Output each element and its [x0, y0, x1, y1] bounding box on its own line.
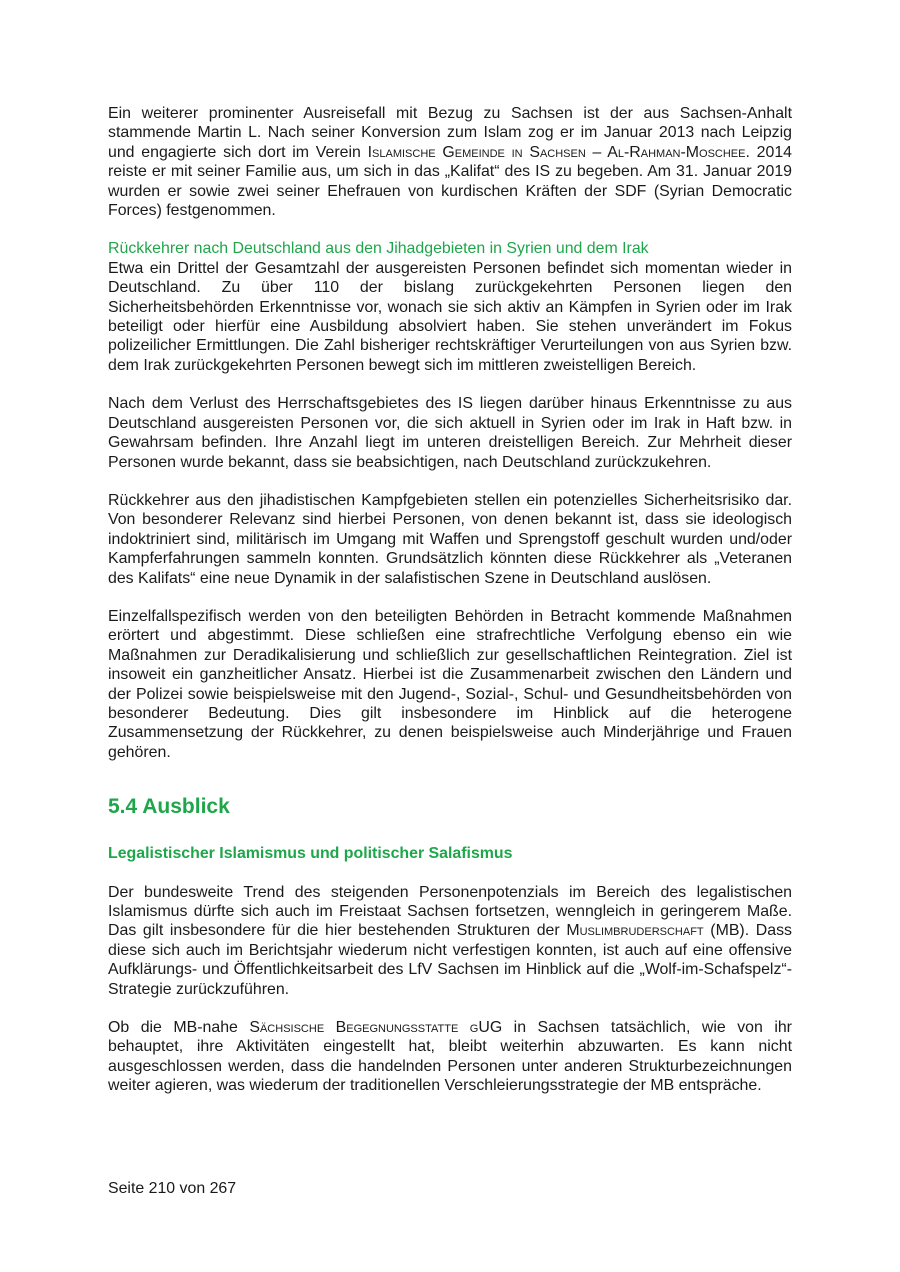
paragraph-security-risk: Rückkehrer aus den jihadistischen Kampfgebieten stellen ein potenzielles Sicherheitsrisiko dar. Von besonderer Relevanz sind hierbei Personen, von denen bekannt ist, dass sie ideologisch indoktriniert sind, militärisch im Umgang mit Waffen und Sprengstoff geschult wurden und/oder Kampferfahrungen sammeln konnten. Grundsätzlich könnten diese Rückkehrer als „Veteranen des Kalifats“ eine neue Dynamik in der salafistischen Szene in Deutschland auslösen. [108, 491, 792, 587]
page-number: Seite 210 von 267 [108, 1180, 237, 1197]
paragraph-trend [108, 883, 792, 999]
document-body [108, 104, 792, 1096]
paragraph-returnees-count: Etwa ein Drittel der Gesamtzahl der ausgereisten Personen befindet sich momentan wieder in Deutschland. Zu über 110 der bislang zurückgekehrten Personen liegen den Sicherheitsbehörden Erkenntnisse vor, wonach sie sich aktiv an Kämpfen in Syrien oder im Irak beteiligt oder hierfür eine Ausbildung absolviert haben. Sie stehen unverändert im Fokus polizeilicher Ermittlungen. Die Zahl bisheriger rechtskräftiger Verurteilungen von aus Syrien bzw. dem Irak zurückgekehrten Personen bewegt sich im mittleren zweistelligen Bereich. [108, 259, 792, 374]
organization-name: Muslimbruderschaft [566, 922, 704, 940]
paragraph-detained-persons: Nach dem Verlust des Herrschaftsgebietes des IS liegen darüber hinaus Erkenntnisse zu aus Deutschland ausgereisten Personen vor, die sich aktuell in Syrien oder im Irak in Haft bzw. in Gewahrsam befinden. Ihre Anzahl liegt im unteren dreistelligen Bereich. Zur Mehrheit dieser Personen wurde bekannt, dass sie beabsichtigen, nach Deutschland zurückzukehren. [108, 395, 792, 471]
paragraph-text: Der bundesweite Trend des steigenden Personenpotenzials im Bereich des legalistischen Islamismus dürfte sich auch im Freistaat Sachsen fortsetzen, wenngleich in geringerem Maße. Das gilt insbesondere für die hier bestehenden Strukturen der [108, 883, 792, 940]
paragraph-text: Ob die MB-nahe [108, 1019, 250, 1037]
organization-name: Sächsische Begegnungsstatte gUG [249, 1019, 503, 1037]
paragraph-text: . 2014 reiste er mit seiner Familie aus, um sich in das „Kalifat“ des IS zu begeben. Am 31. Januar 2019 wurden er sowie zwei seiner Ehefrauen von kurdischen Kräften der SDF (Syrian Democratic Forces) festgenommen. [108, 143, 792, 220]
paragraph-outlook-mb [108, 1018, 792, 1096]
paragraph-text: in Sachsen tatsächlich, wie von ihr behauptet, ihre Aktivitäten eingestellt hat, bleibt weiterhin abzuwarten. Es kann nicht ausgeschlossen werden, dass die handelnden Personen unter anderen Strukturbezeichnungen weiter agieren, was wiederum der traditionellen Verschleierungsstrategie der MB entspräche. [108, 1019, 792, 1095]
subsection-heading-legalism: Legalistischer Islamismus und politischer Salafismus [108, 845, 513, 863]
paragraph-martin-l [108, 104, 792, 220]
subheading-returnees: Rückkehrer nach Deutschland aus den Jihadgebieten in Syrien und dem Irak [108, 240, 649, 258]
paragraph-measures: Einzelfallspezifisch werden von den beteiligten Behörden in Betracht kommende Maßnahmen erörtert und abgestimmt. Diese schließen eine strafrechtliche Verfolgung ebenso ein wie Maßnahmen zur Deradikalisierung und schließlich zur gesellschaftlichen Reintegration. Ziel ist insoweit ein ganzheitlicher Ansatz. Hierbei ist die Zusammenarbeit zwischen den Ländern und der Polizei sowie beispielsweise mit den Jugend-, Sozial-, Schul- und Gesundheitsbehörden von besonderer Bedeutung. Dies gilt insbesondere im Hinblick auf die heterogene Zusammensetzung der Rückkehrer, zu denen beispielsweise auch Minderjährige und Frauen gehören. [108, 607, 792, 761]
organization-name: Islamische Gemeinde in Sachsen – Al-Rahman-Moschee [367, 143, 746, 161]
paragraph-text: Ein weiterer prominenter Ausreisefall mit Bezug zu Sachsen ist der aus Sachsen-Anhalt stammende Martin L. Nach seiner Konversion zum Islam zog er im Januar 2013 nach Leipzig und engagierte sich dort im Verein [108, 105, 792, 161]
section-heading-ausblick: 5.4 Ausblick [108, 795, 230, 819]
paragraph-text: (MB). Dass diese sich auch im Berichtsjahr wiederum nicht verfestigen konnten, ist auch auf eine offensive Aufklärungs- und Öffentlichkeitsarbeit des LfV Sachsen im Hinblick auf die „Wolf-im-Schafspelz“-Strategie zurückzuführen. [108, 922, 792, 998]
